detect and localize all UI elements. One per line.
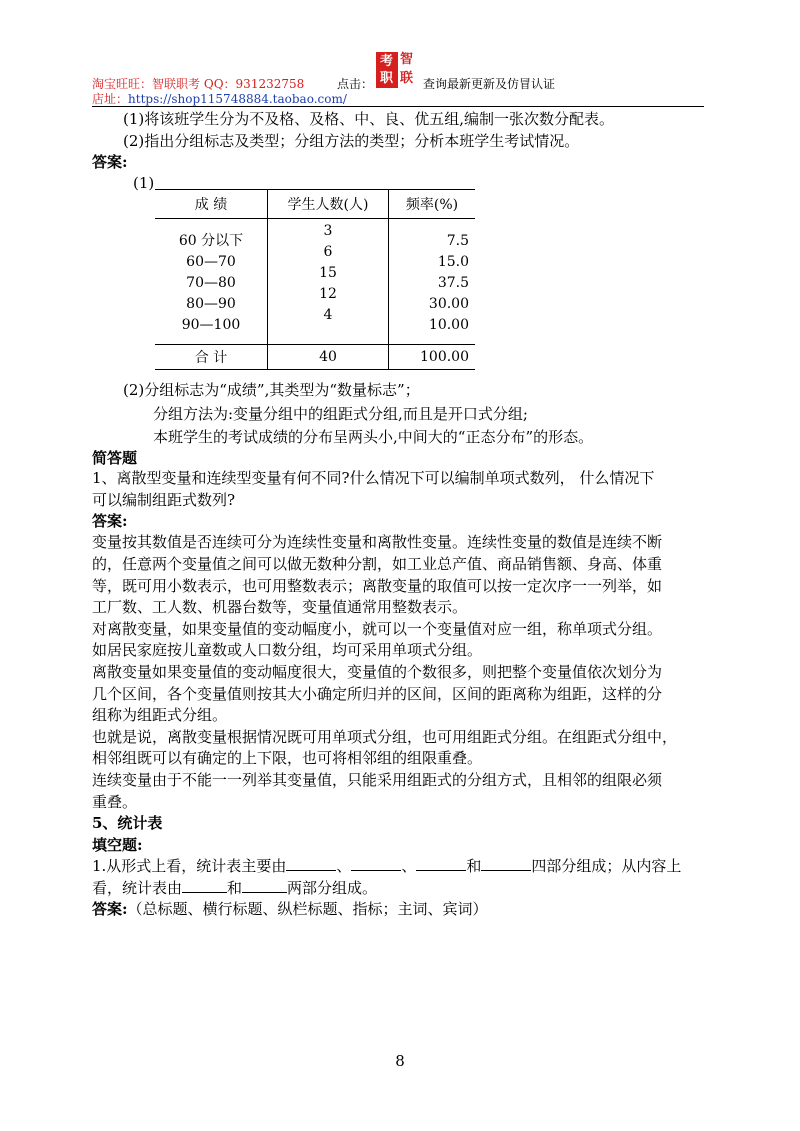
header-store-line: [92, 92, 347, 106]
answer-line: 重叠。: [92, 793, 138, 811]
grade-column: [155, 219, 268, 345]
grade-cell: 60 分以下: [178, 233, 244, 249]
question-part-1: (1)将该班学生分为不及格、及格、中、良、优五组,编制一张次数分配表。: [123, 110, 615, 128]
fill-blank-question-line-1: [92, 856, 681, 876]
blank-4[interactable]: [481, 856, 531, 871]
fill-text-3: 看，统计表由: [92, 879, 183, 897]
count-cell: 4: [323, 307, 333, 323]
page-number: 8: [395, 1052, 405, 1070]
blank-6[interactable]: [242, 878, 287, 893]
header-qq-label: QQ：: [203, 77, 236, 91]
blank-3[interactable]: [416, 856, 466, 871]
fill-sep-1: 、: [336, 857, 352, 875]
fill-text-2: 四部分组成；从内容上: [531, 857, 682, 875]
blank-1[interactable]: [286, 856, 336, 871]
table-total-row: [155, 345, 475, 370]
fill-blank-question-line-2: [92, 878, 377, 898]
rate-cell: 37.5: [437, 275, 469, 291]
total-label: 合 计: [155, 345, 268, 370]
rate-cell: 15.0: [437, 254, 469, 270]
header-wangwang-value: 智联职考: [152, 77, 201, 91]
fill-text-1: 1.从形式上看，统计表主要由: [92, 857, 287, 875]
rate-cell: 7.5: [446, 233, 469, 249]
answer-line: 的，任意两个变量值之间可以做无数种分割，如工业总产值、商品销售额、身高、体重: [92, 555, 663, 573]
brand-logo[interactable]: [376, 52, 416, 88]
answer-line: 几个区间，各个变量值则按其大小确定所归并的区间，区间的距离称为组距，这样的分: [92, 685, 663, 703]
count-cell: 3: [323, 223, 333, 239]
header-divider: [92, 106, 704, 107]
frequency-table: [155, 189, 475, 370]
grade-cell: 70—80: [186, 275, 236, 291]
header-store-label: 店址：: [92, 92, 129, 106]
short-answer-question-line-2: 可以编制组距式数列?: [92, 491, 236, 509]
short-answer-answer-label: 答案:: [92, 512, 128, 530]
blank-5[interactable]: [182, 878, 227, 893]
fill-and-2: 和: [227, 879, 243, 897]
fill-text-4: 两部分组成。: [287, 879, 378, 897]
rate-column: [389, 219, 476, 345]
header-verify-text: 查询最新更新及仿冒认证: [423, 77, 556, 91]
answer-line: 也就是说，离散变量根据情况既可用单项式分组，也可用组距式分组。在组距式分组中，: [92, 728, 678, 746]
col-header-rate: 频率(%): [389, 190, 476, 219]
count-cell: 6: [323, 244, 333, 260]
fill-answer-text: （总标题、横行标题、纵栏标题、指标；主词、宾词）: [127, 900, 488, 918]
count-cell: 12: [319, 286, 337, 302]
answer-line: 离散变量如果变量值的变动幅度很大，变量值的个数很多，则把整个变量值依次划分为: [92, 663, 663, 681]
short-answer-question-line-1: 1、离散型变量和连续型变量有何不同?什么情况下可以编制单项式数列， 什么情况下: [92, 469, 655, 487]
fill-blank-answer: [92, 899, 488, 919]
col-header-count: 学生人数(人): [268, 190, 389, 219]
col-header-grade: 成 绩: [155, 190, 268, 219]
logo-char-1: 考: [380, 54, 394, 69]
fill-answer-label: 答案:: [92, 900, 128, 918]
logo-char-3: 职: [380, 71, 394, 86]
section-5-heading: 5、统计表: [92, 814, 163, 832]
answer-part-2-line-1: (2)分组标志为“成绩”,其类型为“数量标志”；: [123, 381, 420, 399]
question-part-2: (2)指出分组标志及类型；分组方法的类型；分析本班学生考试情况。: [123, 132, 580, 150]
answer-part-2-line-3: 本班学生的考试成绩的分布呈两头小,中间大的“正态分布”的形态。: [153, 428, 594, 446]
answer-part-2-line-2: 分组方法为:变量分组中的组距式分组,而且是开口式分组;: [153, 405, 528, 423]
answer-line: 等，既可用小数表示，也可用整数表示；离散变量的取值可以按一定次序一一列举，如: [92, 577, 663, 595]
total-rate: 100.00: [389, 345, 476, 370]
total-count: 40: [268, 345, 389, 370]
fill-sep-2: 、: [401, 857, 417, 875]
blank-2[interactable]: [351, 856, 401, 871]
answer-line: 变量按其数值是否连续可分为连续性变量和离散性变量。连续性变量的数值是连续不断: [92, 533, 663, 551]
answer-line: 对离散变量，如果变量值的变动幅度小，就可以一个变量值对应一组，称单项式分组。: [92, 620, 663, 638]
header-qq-value: 931232758: [235, 77, 305, 91]
grade-cell: 60—70: [186, 254, 236, 270]
count-column: [268, 219, 389, 345]
count-cell: 15: [319, 265, 337, 281]
answer-label: 答案:: [92, 153, 128, 171]
short-answer-heading: 简答题: [92, 449, 138, 467]
answer-line: 连续变量由于不能一一列举其变量值，只能采用组距式的分组方式，且相邻的组限必须: [92, 771, 663, 789]
header-store-link[interactable]: https://shop115748884.taobao.com/: [128, 92, 347, 106]
rate-cell: 10.00: [428, 317, 469, 333]
rate-cell: 30.00: [428, 296, 469, 312]
header-taobao-line: [92, 77, 304, 91]
logo-char-2: 智: [400, 52, 414, 67]
grade-cell: 80—90: [186, 296, 236, 312]
grade-cell: 90—100: [181, 317, 241, 333]
answer-part-1-label: (1): [133, 174, 155, 192]
answer-line: 组称为组距式分组。: [92, 706, 228, 724]
logo-char-4: 联: [400, 71, 414, 86]
header-wangwang-label: 淘宝旺旺：: [92, 77, 153, 91]
header-click-label: 点击：: [337, 77, 374, 91]
answer-line: 工厂数、工人数、机器台数等，变量值通常用整数表示。: [92, 598, 468, 616]
fill-and-1: 和: [466, 857, 482, 875]
answer-line: 如居民家庭按儿童数或人口数分组，均可采用单项式分组。: [92, 641, 483, 659]
answer-line: 相邻组既可以有确定的上下限，也可将相邻组的组限重叠。: [92, 749, 483, 767]
fill-blank-heading: 填空题:: [92, 836, 143, 854]
